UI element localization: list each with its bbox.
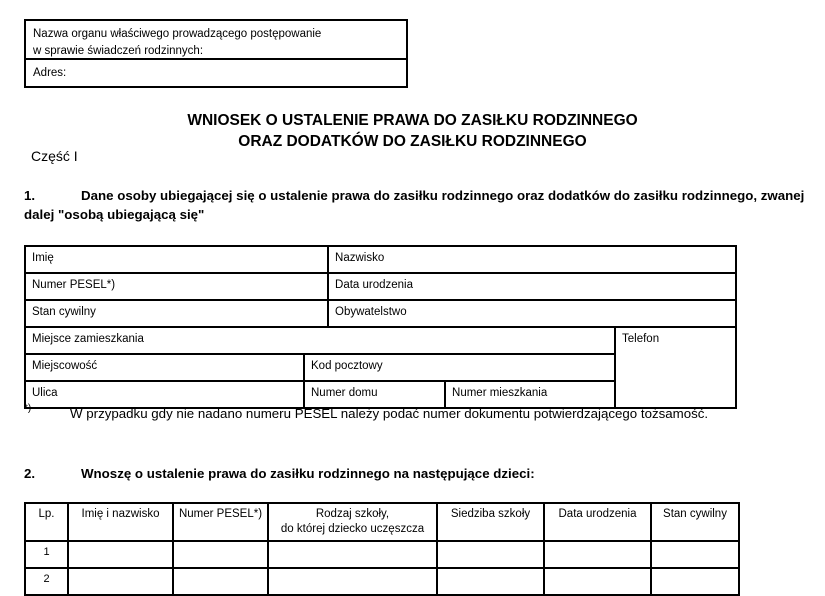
column-header-rodzaj-szkoly [268,503,437,541]
cell-siedziba-szkoly[interactable] [437,541,544,568]
field-label-kod-pocztowy: Kod pocztowy [311,360,383,372]
column-header-imie-nazwisko: Imię i nazwisko [68,503,173,541]
cell-siedziba-szkoly[interactable] [437,568,544,595]
column-header-siedziba-szkoly: Siedziba szkoły [437,503,544,541]
cell-rodzaj-szkoly[interactable] [268,541,437,568]
table-row [25,541,739,568]
column-header-lp: Lp. [25,503,68,541]
field-label-miejscowosc: Miejscowość [32,360,98,372]
part-label: Część I [31,148,78,164]
cell-numer-pesel[interactable] [173,568,268,595]
column-header-rodzaj-szkoly-line1: Rodzaj szkoły, [315,508,390,520]
children-table-header-row [25,503,739,541]
field-cell-miejsce-zamieszkania[interactable] [25,327,615,354]
table-row [25,273,736,300]
field-label-imie: Imię [32,252,54,264]
children-table [24,502,740,596]
table-row [25,568,739,595]
cell-data-urodzenia[interactable] [544,541,651,568]
field-label-obywatelstwo: Obywatelstwo [335,306,407,318]
section-1-heading [24,186,810,225]
section-2-number: 2. [24,466,36,481]
column-header-data-urodzenia: Data urodzenia [544,503,651,541]
field-cell-obywatelstwo[interactable] [328,300,736,327]
authority-name-field[interactable] [26,21,406,60]
authority-address-field[interactable] [26,60,406,86]
field-label-numer-domu: Numer domu [311,387,378,399]
authority-name-label-line2: w sprawie świadczeń rodzinnych: [33,44,204,57]
field-cell-miejscowosc[interactable] [25,354,304,381]
authority-name-label-line1: Nazwa organu właściwego prowadzącego postępowanie [33,28,322,40]
field-label-data-urodzenia: Data urodzenia [335,279,414,291]
field-label-numer-pesel: Numer PESEL*) [32,279,116,291]
field-cell-stan-cywilny[interactable] [25,300,328,327]
pesel-footnote [24,404,744,423]
cell-stan-cywilny[interactable] [651,541,739,568]
section-2-heading [24,464,810,483]
document-title [0,111,825,153]
footnote-text: W przypadku gdy nie nadano numeru PESEL należy podać numer dokumentu potwierdzającego tożsamość. [70,406,709,421]
field-label-numer-mieszkania: Numer mieszkania [452,387,548,399]
section-2-text: Wnoszę o ustalenie prawa do zasiłku rodzinnego na następujące dzieci: [81,466,535,481]
field-label-miejsce-zamieszkania: Miejsce zamieszkania [32,333,144,345]
field-cell-data-urodzenia[interactable] [328,273,736,300]
authority-address-label: Adres: [33,67,67,79]
column-header-numer-pesel: Numer PESEL*) [173,503,268,541]
cell-imie-nazwisko[interactable] [68,541,173,568]
field-label-nazwisko: Nazwisko [335,252,385,264]
cell-data-urodzenia[interactable] [544,568,651,595]
field-cell-telefon[interactable] [615,327,736,408]
document-title-line2: ORAZ DODATKÓW DO ZASIŁKU RODZINNEGO [238,132,587,150]
cell-imie-nazwisko[interactable] [68,568,173,595]
table-row [25,300,736,327]
document-title-line1: WNIOSEK O USTALENIE PRAWA DO ZASIŁKU RODZINNEGO [187,112,638,129]
row-index: 1 [25,541,68,568]
footnote-marker: *) [24,403,32,414]
table-row [25,327,736,354]
cell-stan-cywilny[interactable] [651,568,739,595]
row-index: 2 [25,568,68,595]
table-row [25,246,736,273]
field-cell-kod-pocztowy[interactable] [304,354,615,381]
field-cell-numer-pesel[interactable] [25,273,328,300]
field-cell-nazwisko[interactable] [328,246,736,273]
cell-numer-pesel[interactable] [173,541,268,568]
field-cell-imie[interactable] [25,246,328,273]
children-table-body [25,541,739,595]
field-label-telefon: Telefon [622,333,660,345]
column-header-rodzaj-szkoly-line2: do której dziecko uczęszcza [280,522,425,535]
column-header-stan-cywilny: Stan cywilny [651,503,739,541]
field-label-stan-cywilny: Stan cywilny [32,306,96,318]
section-1-number: 1. [24,188,36,203]
authority-box [24,19,408,88]
field-label-ulica: Ulica [32,387,58,399]
cell-rodzaj-szkoly[interactable] [268,568,437,595]
applicant-data-table [24,245,737,409]
section-1-text: Dane osoby ubiegającej się o ustalenie prawa do zasiłku rodzinnego oraz dodatków do zasiłku rodzinnego, zwanej dalej "osobą ubiegającą się" [24,188,805,223]
